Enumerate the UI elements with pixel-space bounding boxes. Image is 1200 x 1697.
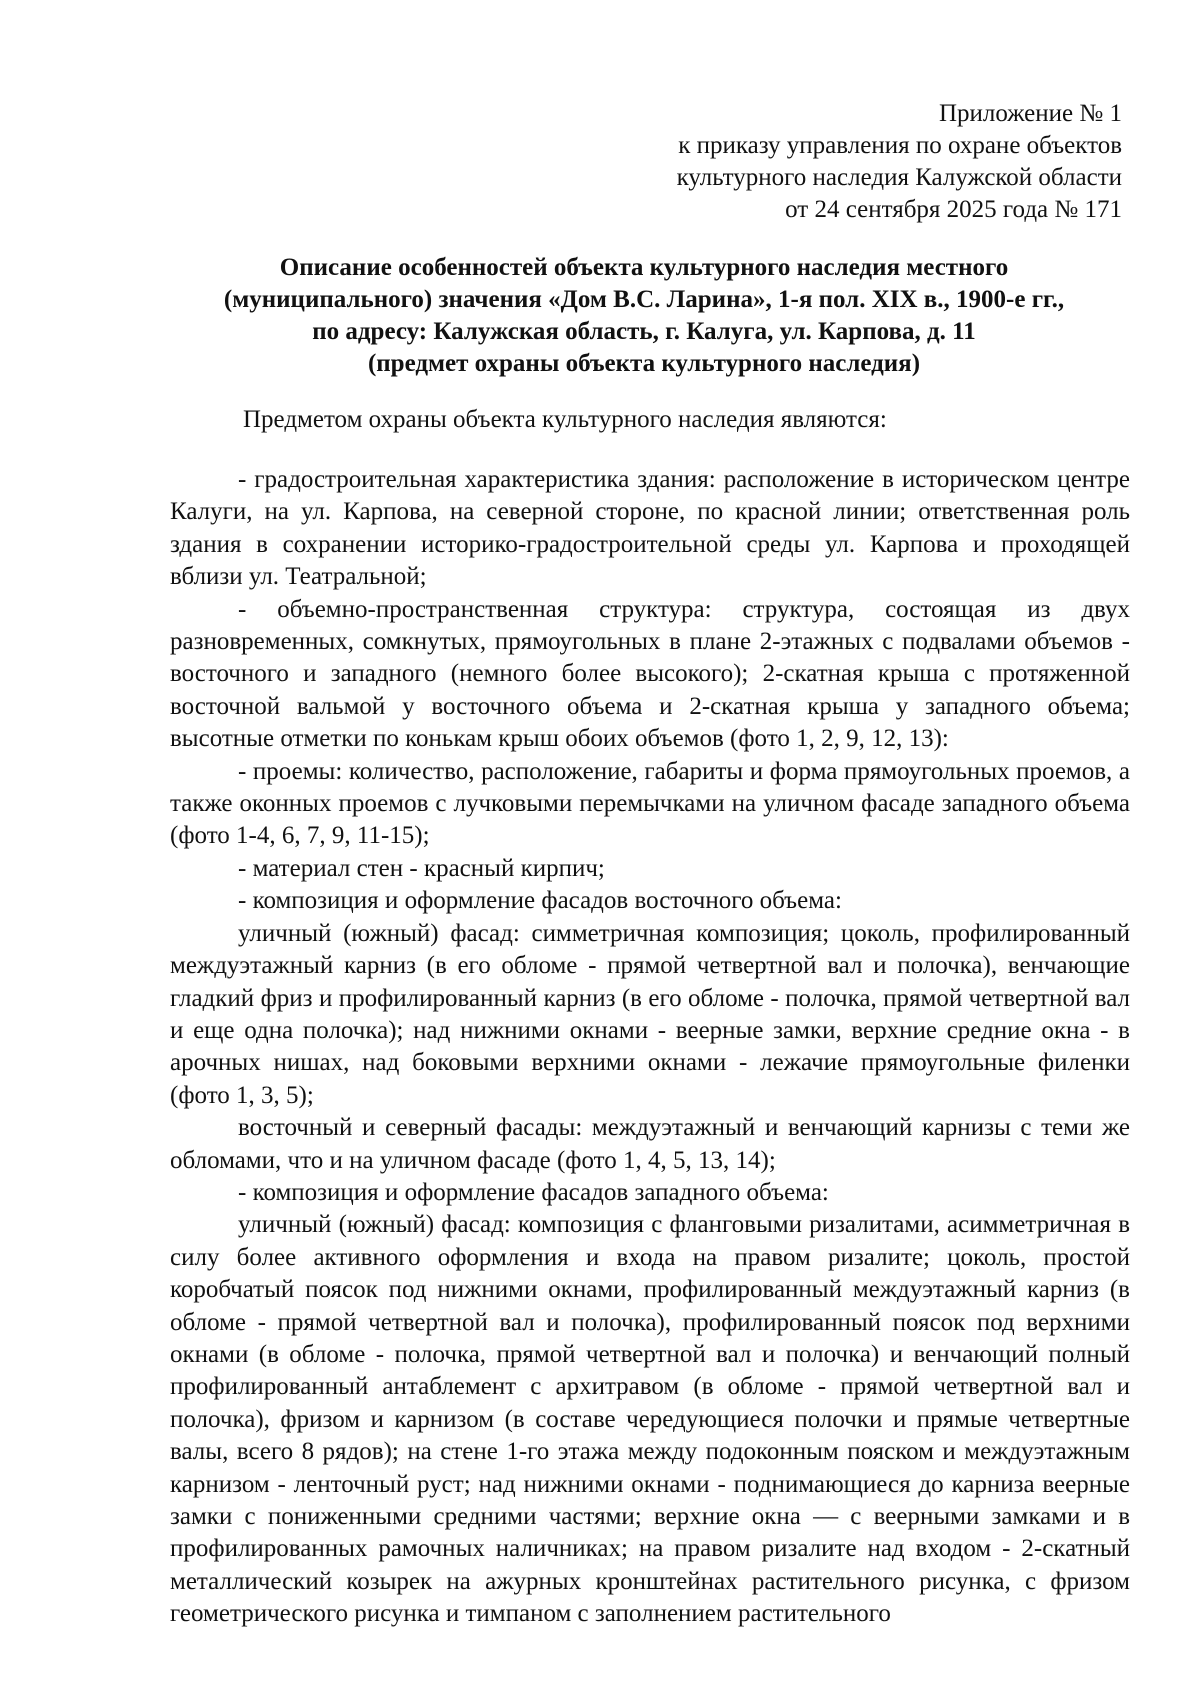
document-body (170, 464, 1130, 1631)
paragraph-east-street-facade: уличный (южный) фасад: симметричная композиция; цоколь, профилированный междуэтажный карниз (в его обломе - прямой четвертной вал и полочка), венчающие гладкий фриз и профилированный карниз (в его обломе - полочка, прямой четвертной вал и еще одна полочка); над нижними окнами - веерные замки, верхние средние окна - в арочных нишах, над боковыми верхними окнами - лежачие прямоугольные филенки (фото 1, 3, 5); (170, 919, 1130, 1109)
document-title (150, 252, 1138, 380)
title-line: по адресу: Калужская область, г. Калуга, ул. Карпова, д. 11 (312, 318, 976, 345)
paragraph-openings: - проемы: количество, расположение, габариты и форма прямоугольных проемов, а также оконных проемов с лучковыми перемычками на уличном фасаде западного объема (фото 1-4, 6, 7, 9, 11-15); (170, 757, 1130, 850)
appendix-line: культурного наследия Калужской области (676, 164, 1122, 191)
paragraph-urban-planning: - градостроительная характеристика здания: расположение в историческом центре Калуги, на ул. Карпова, на северной стороне, по красной линии; ответственная роль здания в сохранении историко-градостроительной среды ул. Карпова и проходящей вблизи ул. Театральной; (170, 466, 1130, 591)
title-line: Описание особенностей объекта культурного наследия местного (279, 254, 1009, 281)
intro-sentence: Предметом охраны объекта культурного наследия являются: (243, 406, 887, 433)
paragraph-east-north-facades: восточный и северный фасады: междуэтажный и венчающий карнизы с теми же обломами, что и на уличном фасаде (фото 1, 4, 5, 13, 14); (170, 1114, 1130, 1174)
appendix-header (482, 98, 1122, 226)
paragraph-west-street-facade: уличный (южный) фасад: композиция с фланговыми ризалитами, асимметричная в силу более активного оформления и входа на правом ризалите; цоколь, простой коробчатый поясок под нижними окнами, профилированный междуэтажный карниз (в обломе - прямой четвертной вал и полочка), профилированный поясок под верхними окнами (в обломе - полочка, прямой четвертной вал и полочка) и венчающий полный профилированный антаблемент с архитравом (в обломе - прямой четвертной вал и полочка), фризом и карнизом (в составе чередующиеся полочки и прямые четвертные валы, всего 8 рядов); на стене 1-го этажа между подоконным пояском и междуэтажным карнизом - ленточный руст; над нижними окнами - поднимающиеся до карниза веерные замки с пониженными средними частями; верхние окна — с веерными замками и в профилированных рамочных наличниках; на правом ризалите над входом - 2-скатный металлический козырек на ажурных кронштейнах растительного рисунка, с фризом геометрического рисунка и тимпаном с заполнением растительного (170, 1211, 1130, 1628)
paragraph-wall-material: - материал стен - красный кирпич; (238, 854, 605, 882)
appendix-line: к приказу управления по охране объектов (678, 132, 1122, 159)
title-line: (предмет охраны объекта культурного наследия) (367, 350, 921, 377)
paragraph-east-volume-heading: - композиция и оформление фасадов восточного объема: (238, 887, 842, 915)
appendix-line: от 24 сентября 2025 года № 171 (785, 196, 1122, 223)
paragraph-volumetric-structure: - объемно-пространственная структура: структура, состоящая из двух разновременных, сомкнутых, прямоугольных в плане 2-этажных с подвалами объемов - восточного и западного (немного более высокого); 2-скатная крыша с протяженной восточной вальмой у восточного объема и 2-скатная крыша у западного объема; высотные отметки по конькам крыш обоих объемов (фото 1, 2, 9, 12, 13): (170, 595, 1130, 753)
appendix-line: Приложение № 1 (938, 100, 1122, 127)
title-line: (муниципального) значения «Дом В.С. Ларина», 1-я пол. XIX в., 1900-е гг., (223, 286, 1065, 313)
paragraph-west-volume-heading: - композиция и оформление фасадов западного объема: (238, 1178, 829, 1206)
